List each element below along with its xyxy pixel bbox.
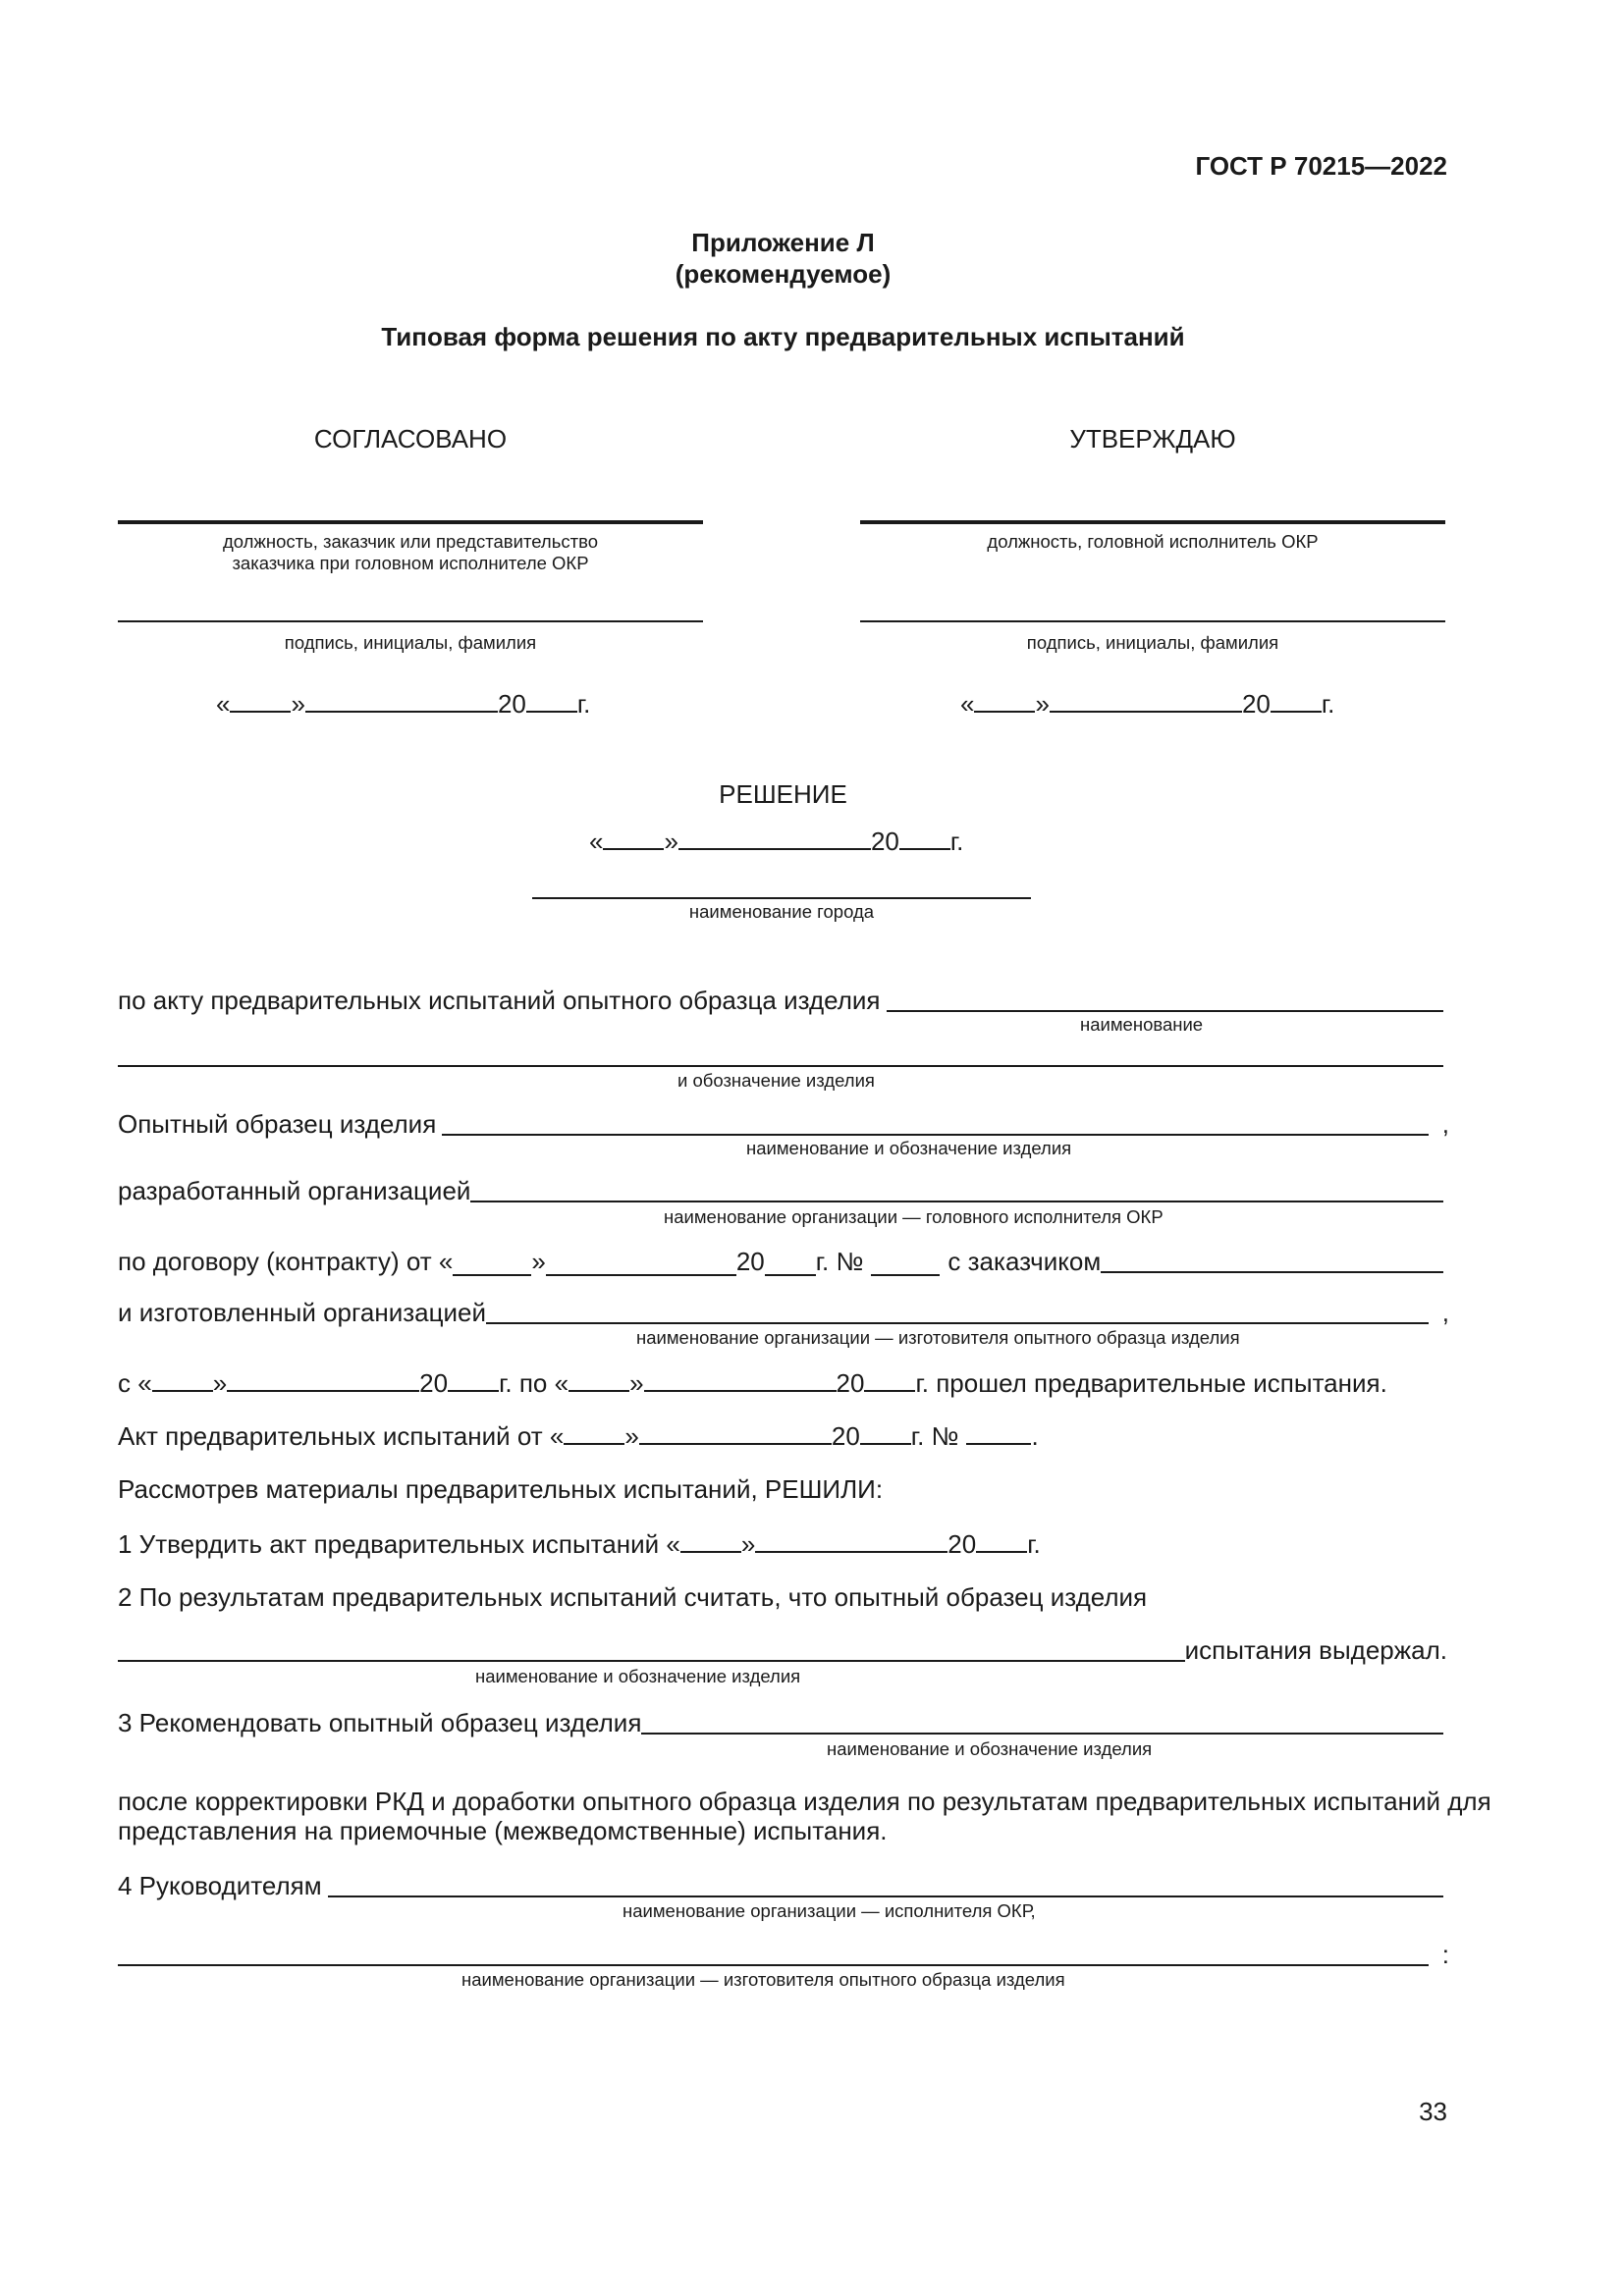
act-date-line: Акт предварительных испытаний от « » 20 г. № .: [118, 1421, 1039, 1451]
item-4-manufacturer-line: :: [118, 1940, 1449, 1969]
developer-line: разработанный организацией: [118, 1176, 1443, 1205]
appendix-title: Приложение Л: [691, 228, 875, 257]
product-designation-caption: и обозначение изделия: [677, 1070, 875, 1091]
left-position-line: [118, 520, 703, 524]
item-2-caption: наименование и обозначение изделия: [475, 1666, 801, 1686]
right-position-caption: должность, головной исполнитель ОКР: [987, 531, 1319, 552]
right-position-line: [860, 520, 1445, 524]
product-designation-line: [118, 1065, 1443, 1067]
item-2-product-line: испытания выдержал.: [118, 1635, 1447, 1665]
item-2: 2 По результатам предварительных испытаний считать, что опытный образец изделия: [118, 1582, 1148, 1612]
manufacturer-line: и изготовленный организацией ,: [118, 1298, 1449, 1327]
left-position-caption-2: заказчика при головном исполнителе ОКР: [232, 553, 589, 573]
test-period-line: с « » 20 г. по « » 20 г. прошел предварительные испытания.: [118, 1368, 1387, 1398]
resolved-line: Рассмотрев материалы предварительных испытаний, РЕШИЛИ:: [118, 1474, 884, 1504]
item-4-caption-2: наименование организации — изготовителя опытного образца изделия: [461, 1969, 1065, 1990]
form-title: Типовая форма решения по акту предварительных испытаний: [381, 322, 1185, 351]
page-number: 33: [1419, 2097, 1447, 2126]
act-line-caption: наименование: [1080, 1014, 1204, 1035]
developer-caption: наименование организации — головного исполнителя ОКР: [664, 1206, 1164, 1227]
left-signature-caption: подпись, инициалы, фамилия: [284, 632, 537, 653]
right-signature-caption: подпись, инициалы, фамилия: [1026, 632, 1279, 653]
prototype-caption: наименование и обозначение изделия: [746, 1138, 1072, 1158]
item-3-continuation-2: представления на приемочные (межведомственные) испытания.: [118, 1816, 888, 1845]
item-3: 3 Рекомендовать опытный образец изделия: [118, 1708, 1443, 1737]
right-heading: УТВЕРЖДАЮ: [1069, 424, 1236, 454]
decision-date: « » 20 г.: [589, 827, 964, 856]
left-position-caption-1: должность, заказчик или представительство: [223, 531, 598, 552]
decision-heading: РЕШЕНИЕ: [719, 779, 847, 809]
manufacturer-caption: наименование организации — изготовителя опытного образца изделия: [636, 1327, 1240, 1348]
left-heading: СОГЛАСОВАНО: [313, 424, 508, 454]
contract-line: по договору (контракту) от « » 20 г. № с заказчиком: [118, 1247, 1443, 1276]
left-signature-line: [118, 620, 703, 622]
item-3-caption: наименование и обозначение изделия: [827, 1738, 1153, 1759]
city-caption: наименование города: [688, 901, 875, 922]
item-4-caption: наименование организации — исполнителя ОКР,: [623, 1900, 1036, 1921]
item-1: 1 Утвердить акт предварительных испытаний « » 20 г.: [118, 1529, 1041, 1559]
standard-number: ГОСТ Р 70215—2022: [1195, 151, 1447, 181]
item-3-continuation-1: после корректировки РКД и доработки опытного образца изделия по результатам предварительных испытаний для: [118, 1787, 1491, 1816]
prototype-line: Опытный образец изделия ,: [118, 1109, 1449, 1139]
city-line: [532, 897, 1031, 899]
item-4: 4 Руководителям: [118, 1871, 1443, 1900]
act-line: по акту предварительных испытаний опытного образца изделия: [118, 986, 1443, 1015]
right-signature-line: [860, 620, 1445, 622]
left-date: « » 20 г.: [216, 689, 591, 719]
appendix-status: (рекомендуемое): [675, 259, 892, 289]
right-date: « » 20 г.: [960, 689, 1335, 719]
